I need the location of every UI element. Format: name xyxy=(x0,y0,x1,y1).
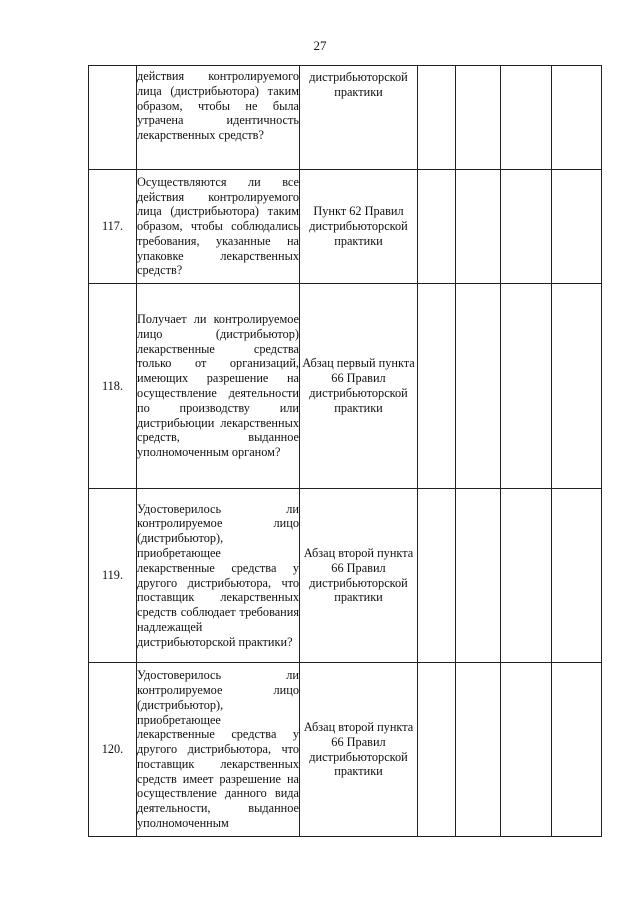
comment-cell xyxy=(552,489,602,663)
answer-na-cell xyxy=(501,663,552,837)
answer-no-cell xyxy=(456,284,501,489)
comment-cell xyxy=(552,663,602,837)
answer-na-cell xyxy=(501,489,552,663)
answer-no-cell xyxy=(456,66,501,170)
checklist-table xyxy=(88,65,602,837)
table-row xyxy=(89,66,602,170)
row-number: 117. xyxy=(89,170,137,284)
answer-no-cell xyxy=(456,170,501,284)
answer-yes-cell xyxy=(418,284,456,489)
answer-no-cell xyxy=(456,663,501,837)
answer-yes-cell xyxy=(418,170,456,284)
answer-yes-cell xyxy=(418,66,456,170)
table-row xyxy=(89,284,602,489)
row-number: 118. xyxy=(89,284,137,489)
question-text: действия контролируемого лица (дистрибьютора) таким образом, чтобы не была утрачена идентичность лекарственных средств? xyxy=(137,66,300,170)
row-number xyxy=(89,66,137,170)
requirement-reference: Абзац второй пункта 66 Правил дистрибьюторской практики xyxy=(300,663,418,837)
answer-yes-cell xyxy=(418,489,456,663)
answer-na-cell xyxy=(501,66,552,170)
table-row xyxy=(89,663,602,837)
comment-cell xyxy=(552,170,602,284)
question-text: Получает ли контролируемое лицо (дистрибьютор) лекарственные средства только от организаций, имеющих разрешение на осуществление деятельности по производству или дистрибьюции лекарственных средств, выданное уполномоченным органом? xyxy=(137,284,300,489)
answer-na-cell xyxy=(501,170,552,284)
row-number: 119. xyxy=(89,489,137,663)
question-text: Удостоверилось ли контролируемое лицо (дистрибьютор), приобретающее лекарственные средства у другого дистрибьютора, что поставщик лекарственных средств имеет разрешение на осуществление данного вида деятельности, выданное уполномоченным xyxy=(137,663,300,837)
requirement-reference: Пункт 62 Правил дистрибьюторской практики xyxy=(300,170,418,284)
table-row xyxy=(89,170,602,284)
page-number: 27 xyxy=(313,38,327,53)
requirement-reference: Абзац первый пункта 66 Правил дистрибьюторской практики xyxy=(300,284,418,489)
requirement-reference: Абзац второй пункта 66 Правил дистрибьюторской практики xyxy=(300,489,418,663)
table-row xyxy=(89,489,602,663)
comment-cell xyxy=(552,66,602,170)
comment-cell xyxy=(552,284,602,489)
answer-na-cell xyxy=(501,284,552,489)
answer-yes-cell xyxy=(418,663,456,837)
requirement-reference: дистрибьюторской практики xyxy=(300,66,418,170)
question-text: Удостоверилось ли контролируемое лицо (дистрибьютор), приобретающее лекарственные средства у другого дистрибьютора, что поставщик лекарственных средств соблюдает требования надлежащей дистрибьюторской практики? xyxy=(137,489,300,663)
answer-no-cell xyxy=(456,489,501,663)
row-number: 120. xyxy=(89,663,137,837)
question-text: Осуществляются ли все действия контролируемого лица (дистрибьютора) таким образом, чтобы соблюдались требования, указанные на упаковке лекарственных средств? xyxy=(137,170,300,284)
